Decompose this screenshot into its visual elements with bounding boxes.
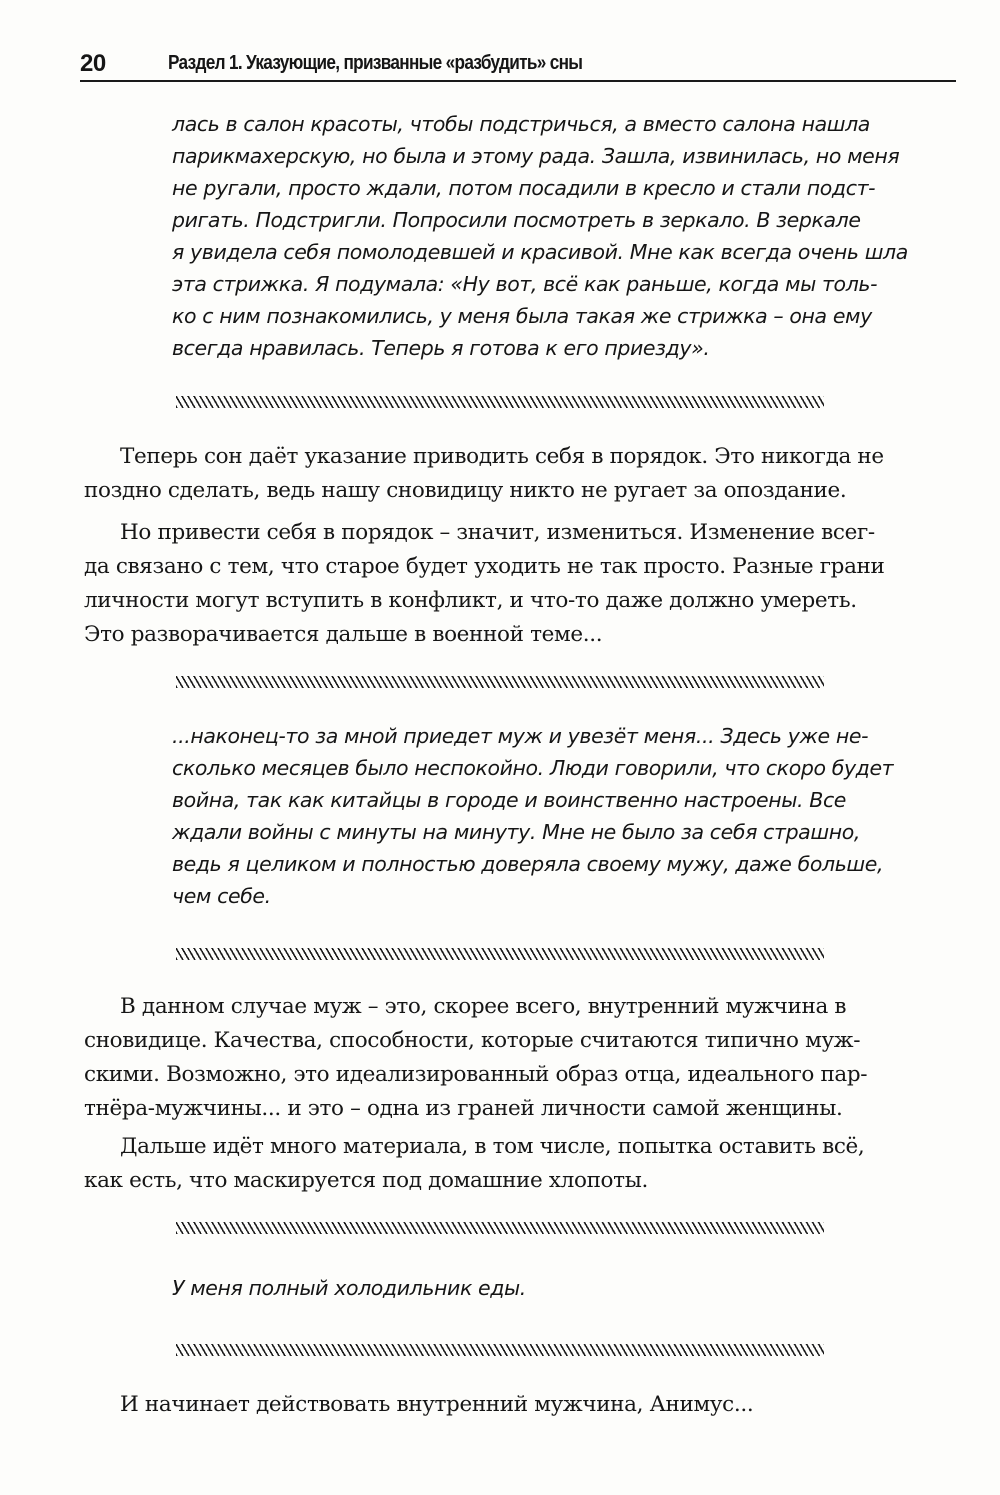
quote-line: ...наконец-то за мной приедет муж и увезёт меня... Здесь уже не- [172, 724, 869, 748]
paragraph-line: Дальше идёт много материала, в том числе, попытка оставить всё, [120, 1134, 865, 1159]
commentary-paragraph-2 [84, 516, 954, 652]
hatched-divider [176, 948, 824, 960]
quote-line: я увидела себя помолодевшей и красивой. Мне как всегда очень шла [172, 240, 908, 264]
paragraph-line: поздно сделать, ведь нашу сновидицу никто не ругает за опоздание. [84, 478, 847, 503]
paragraph-line: В данном случае муж – это, скорее всего, внутренний мужчина в [120, 994, 847, 1019]
quote-line: парикмахерскую, но была и этому рада. Зашла, извинилась, но меня [172, 144, 900, 168]
hatched-divider [176, 396, 824, 408]
dream-quote-2 [172, 720, 932, 912]
quote-line: чем себе. [172, 884, 271, 908]
quote-line: У меня полный холодильник еды. [172, 1276, 526, 1300]
quote-line: ко с ним познакомились, у меня была такая же стрижка – она ему [172, 304, 872, 328]
paragraph-line: И начинает действовать внутренний мужчина, Анимус... [120, 1392, 754, 1417]
commentary-paragraph-5 [84, 1388, 954, 1422]
section-title: Раздел 1. Указующие, призванные «разбудить» сны [168, 52, 583, 74]
paragraph-line: личности могут вступить в конфликт, и что-то даже должно умереть. [84, 588, 857, 613]
commentary-paragraph-1 [84, 440, 954, 508]
quote-line: ригать. Подстригли. Попросили посмотреть в зеркало. В зеркале [172, 208, 861, 232]
quote-line: ведь я целиком и полностью доверяла своему мужу, даже больше, [172, 852, 884, 876]
commentary-paragraph-3 [84, 990, 954, 1126]
paragraph-line: Теперь сон даёт указание приводить себя в порядок. Это никогда не [120, 444, 884, 469]
hatched-divider [176, 1222, 824, 1234]
running-header [80, 46, 956, 82]
quote-line: война, так как китайцы в городе и воинственно настроены. Все [172, 788, 847, 812]
hatched-divider [176, 1344, 824, 1356]
quote-line: не ругали, просто ждали, потом посадили в кресло и стали подст- [172, 176, 876, 200]
paragraph-line: тнёра-мужчины... и это – одна из граней личности самой женщины. [84, 1096, 843, 1121]
quote-line: сколько месяцев было неспокойно. Люди говорили, что скоро будет [172, 756, 894, 780]
quote-line: ждали войны с минуты на минуту. Мне не было за себя страшно, [172, 820, 860, 844]
hatched-divider [176, 676, 824, 688]
paragraph-line: Это разворачивается дальше в военной теме... [84, 622, 603, 647]
quote-line: лась в салон красоты, чтобы подстричься, а вместо салона нашла [172, 112, 870, 136]
commentary-paragraph-4 [84, 1130, 954, 1198]
dream-quote-1 [172, 108, 932, 364]
quote-line: эта стрижка. Я подумала: «Ну вот, всё как раньше, когда мы толь- [172, 272, 878, 296]
quote-line: всегда нравилась. Теперь я готова к его приезду». [172, 336, 710, 360]
paragraph-line: да связано с тем, что старое будет уходить не так просто. Разные грани [84, 554, 885, 579]
paragraph-line: скими. Возможно, это идеализированный образ отца, идеального пар- [84, 1062, 868, 1087]
paragraph-line: Но привести себя в порядок – значит, измениться. Изменение всег- [120, 520, 875, 545]
paragraph-line: как есть, что маскируется под домашние хлопоты. [84, 1168, 648, 1193]
dream-quote-3 [172, 1272, 932, 1304]
page-number: 20 [80, 50, 106, 77]
paragraph-line: сновидице. Качества, способности, которые считаются типично муж- [84, 1028, 861, 1053]
